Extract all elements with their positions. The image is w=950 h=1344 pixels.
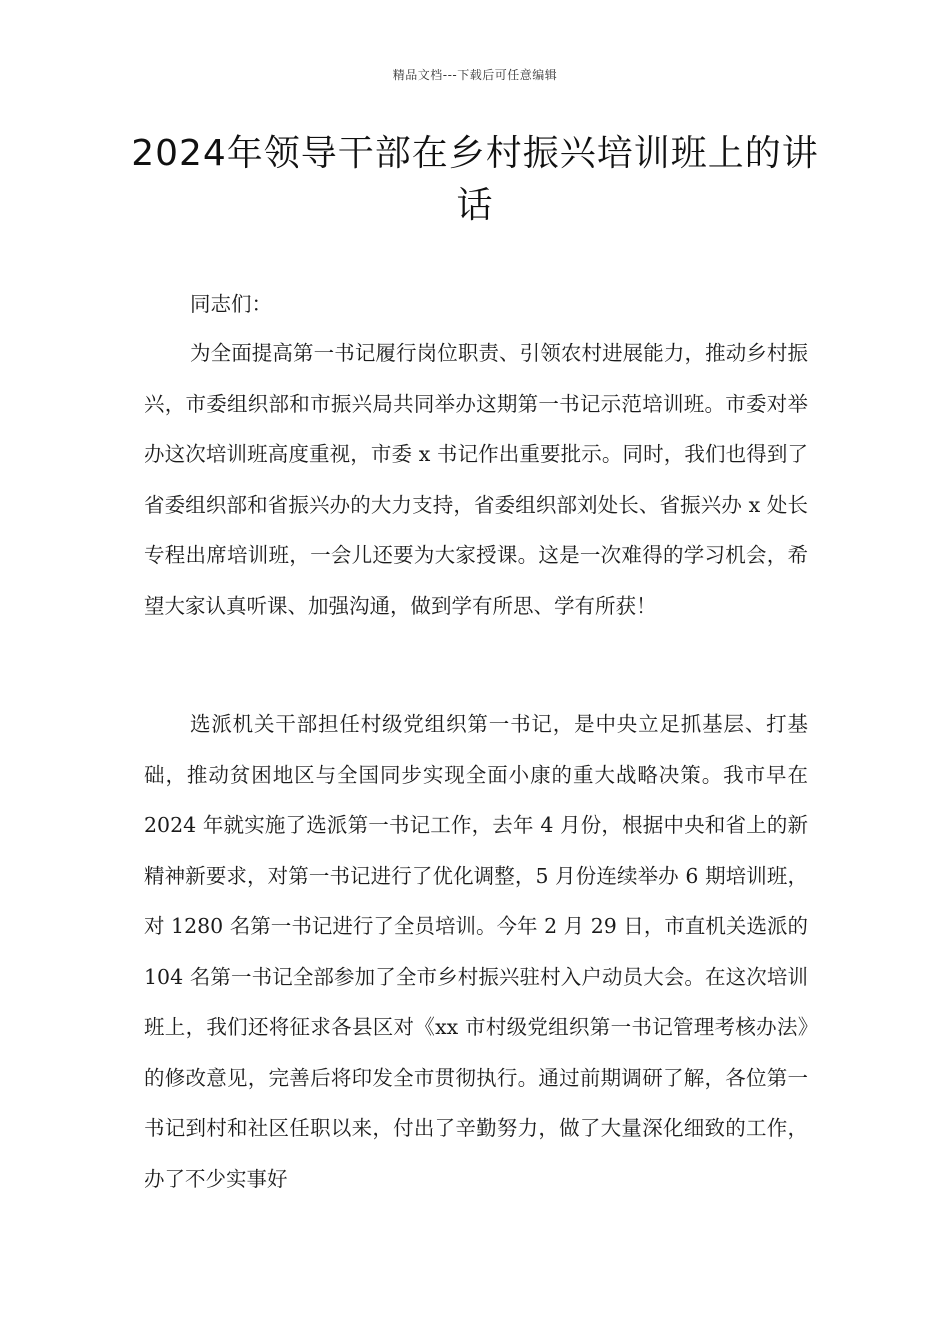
header-note: 精品文档---下载后可任意编辑 (392, 68, 558, 82)
greeting: 同志们： (190, 292, 272, 316)
paragraph-2: 选派机关干部担任村级党组织第一书记，是中央立足抓基层、打基础，推动贫困地区与全国同步实现全面小康的重大战略决策。我市早在 2024 年就实施了选派第一书记工作，去年 4 月份，根据中央和省上的新精神新要求，对第一书记进行了优化调整，5 月份连续举办 6 期培训班，对 1280 名第一书记进行了全员培训。今年 2 月 29 日，市直机关选派的 104 名第一书记全部参加了全市乡村振兴驻村入户动员大会。在这次培训班上，我们还将征求各县区对《xx 市村级党组织第一书记管理考核办法》的修改意见，完善后将印发全市贯彻执行。通过前期调研了解，各位第一书记到村和社区任职以来，付出了辛勤努力，做了大量深化细致的工作，办了不少实事好 (144, 712, 808, 1191)
document-title: 2024年领导干部在乡村振兴培训班上的讲话 (131, 133, 819, 226)
paragraph-1: 为全面提高第一书记履行岗位职责、引领农村进展能力，推动乡村振兴，市委组织部和市振兴局共同举办这期第一书记示范培训班。市委对举办这次培训班高度重视，市委 x 书记作出重要批示。同时，我们也得到了省委组织部和省振兴办的大力支持，省委组织部刘处长、省振兴办 x 处长专程出席培训班，一会儿还要为大家授课。这是一次难得的学习机会，希望大家认真听课、加强沟通，做到学有所思、学有所获！ (144, 341, 808, 618)
